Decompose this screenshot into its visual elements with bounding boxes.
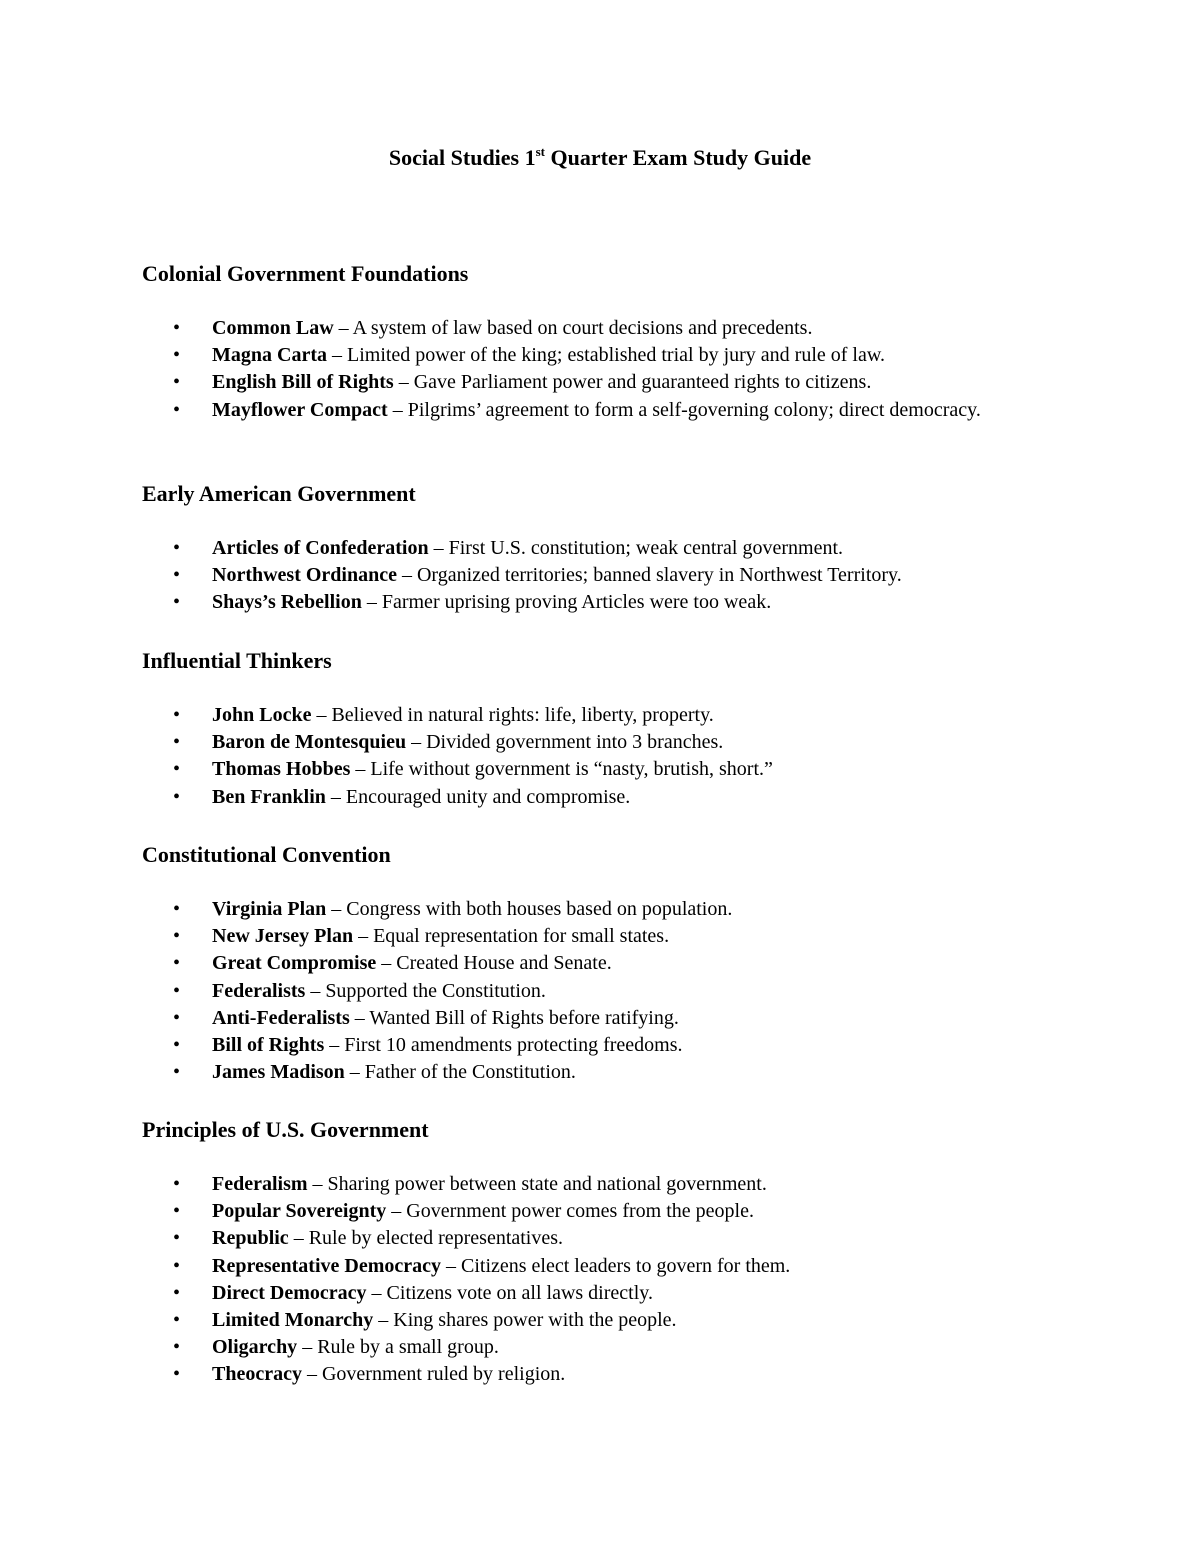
- definition: – Created House and Senate.: [376, 952, 612, 975]
- section-colonial-government: [142, 259, 1062, 424]
- term: Mayflower Compact: [212, 398, 388, 421]
- definition: – First 10 amendments protecting freedoms.: [324, 1034, 683, 1057]
- bullet-icon: •: [173, 537, 181, 559]
- list-item: [142, 1032, 1062, 1059]
- bullet-icon: •: [173, 952, 181, 975]
- definition: – Rule by elected representatives.: [288, 1227, 564, 1250]
- section-heading: Early American Government: [142, 481, 416, 506]
- list-item: [142, 702, 1062, 729]
- bullet-icon: •: [173, 371, 181, 394]
- term: Great Compromise: [212, 952, 377, 975]
- list-item: [142, 1171, 1062, 1198]
- term-list: [142, 702, 1062, 811]
- term: Articles of Confederation: [212, 537, 429, 559]
- list-item: [142, 1059, 1062, 1086]
- term: Direct Democracy: [212, 1281, 367, 1304]
- list-item: [142, 1005, 1062, 1032]
- bullet-icon: •: [173, 1281, 181, 1304]
- definition: – Congress with both houses based on population.: [326, 898, 733, 920]
- definition: – A system of law based on court decisions and precedents.: [333, 317, 813, 339]
- term: Oligarchy: [212, 1336, 298, 1359]
- definition: – Believed in natural rights: life, liberty, property.: [311, 704, 714, 726]
- definition: – Citizens vote on all laws directly.: [366, 1281, 653, 1304]
- term: Representative Democracy: [212, 1254, 441, 1277]
- list-item: [142, 896, 1062, 923]
- section-heading: Colonial Government Foundations: [142, 261, 469, 286]
- term-list: [142, 896, 1062, 1086]
- term: New Jersey Plan: [212, 925, 354, 948]
- list-item: [142, 369, 1062, 396]
- bullet-icon: •: [173, 1363, 181, 1386]
- term: Republic: [212, 1227, 289, 1250]
- bullet-icon: •: [173, 1254, 181, 1277]
- bullet-icon: •: [173, 925, 181, 948]
- term: Northwest Ordinance: [212, 564, 397, 587]
- list-item: [142, 1334, 1062, 1361]
- term: Federalists: [212, 979, 306, 1002]
- definition: – Government ruled by religion.: [301, 1363, 566, 1386]
- term: James Madison: [212, 1061, 345, 1084]
- section-heading: Principles of U.S. Government: [142, 1117, 429, 1142]
- bullet-icon: •: [173, 1034, 181, 1057]
- section-influential-thinkers: [142, 646, 1062, 811]
- bullet-icon: •: [173, 564, 181, 587]
- definition: – King shares power with the people.: [373, 1309, 677, 1332]
- bullet-icon: •: [173, 398, 181, 421]
- definition: – Gave Parliament power and guaranteed rights to citizens.: [393, 371, 872, 394]
- term: Common Law: [212, 317, 334, 339]
- title-prefix: Social Studies 1: [388, 145, 536, 170]
- list-item: [142, 1307, 1062, 1334]
- list-item: [142, 1361, 1062, 1388]
- definition: – Encouraged unity and compromise.: [325, 785, 631, 808]
- definition: – Rule by a small group.: [297, 1336, 499, 1359]
- title-superscript: st: [535, 143, 546, 159]
- definition: – First U.S. constitution; weak central government.: [428, 537, 843, 559]
- definition: – Pilgrims’ agreement to form a self-governing colony; direct democracy.: [387, 398, 981, 421]
- bullet-icon: •: [173, 704, 181, 726]
- term: Ben Franklin: [212, 785, 326, 808]
- list-item: [142, 1253, 1062, 1280]
- definition: – Life without government is “nasty, brutish, short.”: [350, 758, 773, 781]
- definition: – Equal representation for small states.: [353, 925, 670, 948]
- definition: – Father of the Constitution.: [344, 1061, 576, 1084]
- term: Anti-Federalists: [212, 1006, 350, 1029]
- definition: – Limited power of the king; established trial by jury and rule of law.: [326, 344, 885, 367]
- section-heading: Constitutional Convention: [142, 842, 391, 867]
- list-item: [142, 1225, 1062, 1252]
- list-item: [142, 756, 1062, 783]
- term: Bill of Rights: [212, 1034, 325, 1057]
- term: English Bill of Rights: [212, 371, 394, 394]
- bullet-icon: •: [173, 731, 181, 754]
- bullet-icon: •: [173, 1227, 181, 1250]
- title-suffix: Quarter Exam Study Guide: [545, 145, 812, 170]
- bullet-icon: •: [173, 1173, 181, 1195]
- term-list: [142, 1171, 1062, 1389]
- bullet-icon: •: [173, 1200, 181, 1223]
- list-item: [142, 342, 1062, 369]
- bullet-icon: •: [173, 898, 181, 920]
- section-heading: Influential Thinkers: [142, 648, 332, 673]
- list-item: [142, 950, 1062, 977]
- definition: – Government power comes from the people.: [386, 1200, 754, 1223]
- term: John Locke: [212, 704, 312, 726]
- definition: – Wanted Bill of Rights before ratifying.: [349, 1006, 679, 1029]
- term: Thomas Hobbes: [212, 758, 351, 781]
- bullet-icon: •: [173, 979, 181, 1002]
- definition: – Sharing power between state and national government.: [307, 1173, 767, 1195]
- term: Shays’s Rebellion: [212, 591, 362, 614]
- definition: – Divided government into 3 branches.: [406, 731, 724, 754]
- term-list: [142, 535, 1062, 617]
- section-principles-of-government: [142, 1115, 1062, 1389]
- definition: – Supported the Constitution.: [305, 979, 546, 1002]
- bullet-icon: •: [173, 1061, 181, 1084]
- term: Baron de Montesquieu: [212, 731, 407, 754]
- list-item: [142, 589, 1062, 616]
- bullet-icon: •: [173, 317, 181, 339]
- page-title: [0, 142, 1200, 174]
- section-constitutional-convention: [142, 840, 1062, 1086]
- bullet-icon: •: [173, 1006, 181, 1029]
- list-item: [142, 1280, 1062, 1307]
- term-list: [142, 315, 1062, 424]
- term: Theocracy: [212, 1363, 302, 1386]
- list-item: [142, 315, 1062, 342]
- term: Virginia Plan: [212, 898, 327, 920]
- list-item: [142, 784, 1062, 811]
- definition: – Organized territories; banned slavery in Northwest Territory.: [396, 564, 902, 587]
- term: Magna Carta: [212, 344, 327, 367]
- term: Limited Monarchy: [212, 1309, 374, 1332]
- bullet-icon: •: [173, 758, 181, 781]
- bullet-icon: •: [173, 591, 181, 614]
- list-item: [142, 1198, 1062, 1225]
- bullet-icon: •: [173, 344, 181, 367]
- bullet-icon: •: [173, 1336, 181, 1359]
- list-item: [142, 397, 1062, 424]
- list-item: [142, 535, 1062, 562]
- definition: – Citizens elect leaders to govern for them.: [440, 1254, 791, 1277]
- term: Federalism: [212, 1173, 308, 1195]
- list-item: [142, 978, 1062, 1005]
- bullet-icon: •: [173, 1309, 181, 1332]
- list-item: [142, 562, 1062, 589]
- term: Popular Sovereignty: [212, 1200, 387, 1223]
- list-item: [142, 729, 1062, 756]
- list-item: [142, 923, 1062, 950]
- section-early-american-government: [142, 479, 1062, 617]
- definition: – Farmer uprising proving Articles were too weak.: [361, 591, 772, 614]
- bullet-icon: •: [173, 785, 181, 808]
